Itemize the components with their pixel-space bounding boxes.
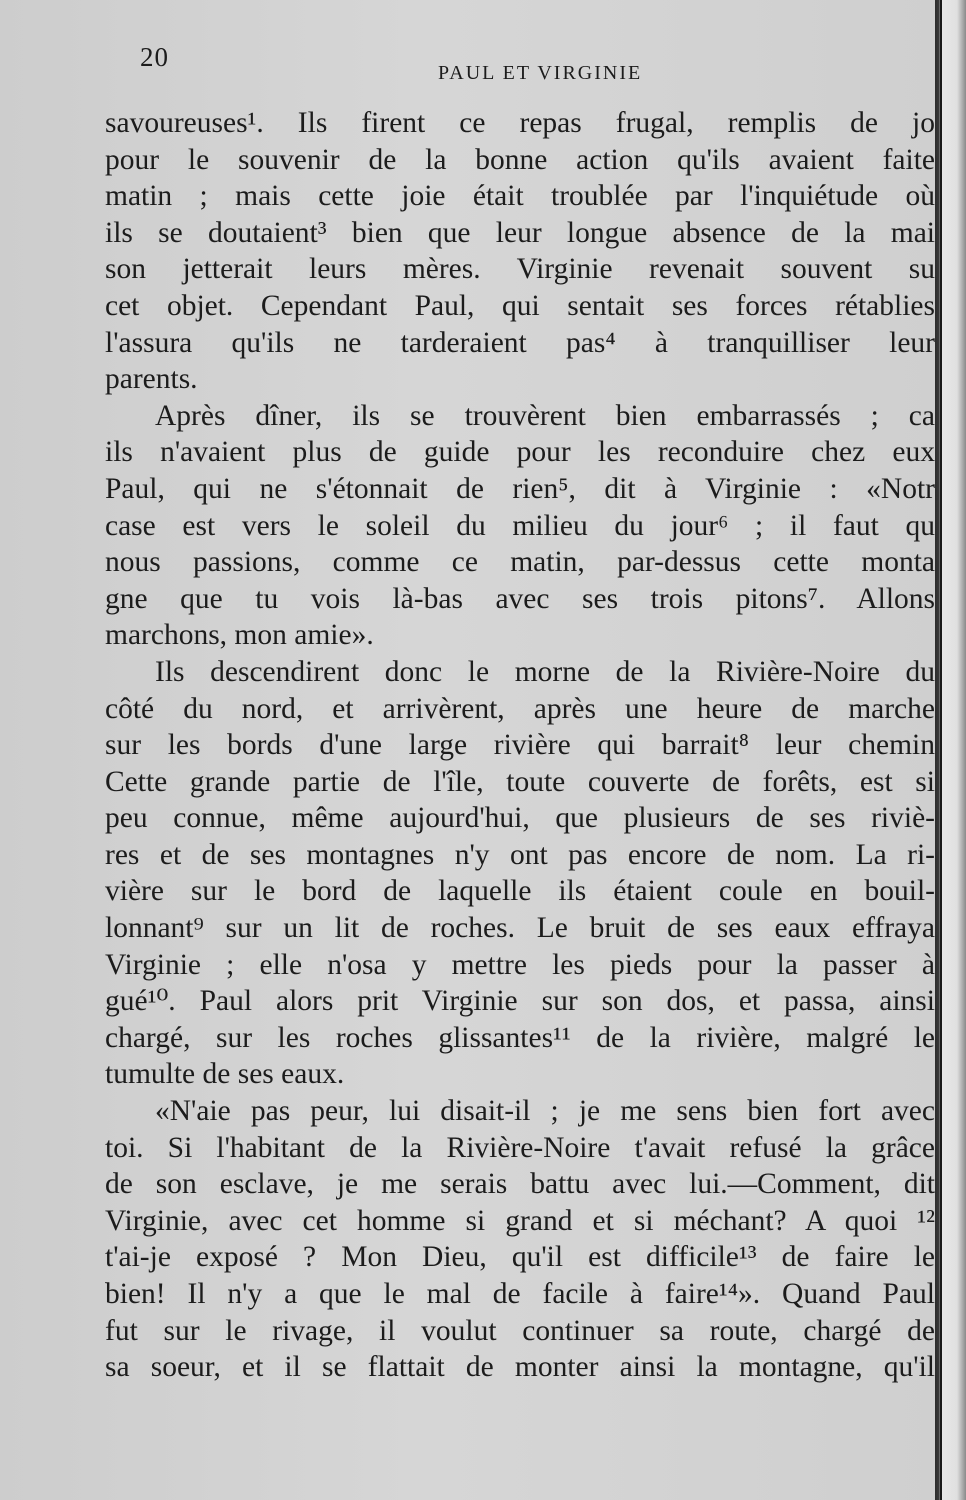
text-line: gué¹⁰. Paul alors prit Virginie sur son dos, et passa, ainsi <box>105 985 935 1018</box>
text-line: savoureuses¹. Ils firent ce repas frugal, remplis de jo <box>105 107 935 139</box>
text-line: vière sur le bord de laquelle ils étaient coule en bouil- <box>105 875 935 908</box>
paragraph <box>105 654 935 1093</box>
text-line: l'assura qu'ils ne tarderaient pas⁴ à tranquilliser leur <box>105 326 935 359</box>
text-line: tumulte de ses eaux. <box>105 1058 345 1091</box>
text-line: Paul, qui ne s'étonnait de rien⁵, dit à Virginie : «Notr <box>105 472 935 505</box>
body-text <box>105 105 935 1386</box>
text-line: ils n'avaient plus de guide pour les reconduire chez eux <box>105 436 935 469</box>
text-line: nous passions, comme ce matin, par-dessus cette monta <box>105 546 935 579</box>
text-line: sur les bords d'une large rivière qui barrait⁸ leur chemin <box>105 729 935 762</box>
text-line: Virginie ; elle n'osa y mettre les pieds pour la passer à <box>105 948 935 981</box>
text-line: ils se doutaient³ bien que leur longue absence de la mai <box>105 216 935 249</box>
text-line: t'ai-je exposé ? Mon Dieu, qu'il est difficile¹³ de faire le <box>105 1241 935 1274</box>
text-line: de son esclave, je me serais battu avec lui.—Comment, dit <box>105 1168 935 1201</box>
text-line: pour le souvenir de la bonne action qu'ils avaient faite <box>105 143 935 176</box>
text-line: matin ; mais cette joie était troublée par l'inquiétude où <box>105 180 935 213</box>
text-line: case est vers le soleil du milieu du jour⁶ ; il faut qu <box>105 509 935 542</box>
text-line: fut sur le rivage, il voulut continuer sa route, chargé de <box>105 1314 935 1347</box>
text-line: res et de ses montagnes n'y ont pas encore de nom. La ri- <box>105 838 935 871</box>
text-line: cet objet. Cependant Paul, qui sentait ses forces rétablies <box>105 289 935 322</box>
text-line: Cette grande partie de l'île, toute couverte de forêts, est si <box>105 765 935 798</box>
running-title: PAUL ET VIRGINIE <box>438 62 643 84</box>
paragraph <box>105 105 935 398</box>
page-number: 20 <box>140 42 169 72</box>
text-line: lonnant⁹ sur un lit de roches. Le bruit de ses eaux effraya <box>105 912 935 945</box>
paragraph <box>105 1093 935 1386</box>
text-line: gne que tu vois là-bas avec ses trois pitons⁷. Allons <box>105 582 935 615</box>
text-line: peu connue, même aujourd'hui, que plusieurs de ses riviè- <box>105 802 935 835</box>
text-line: Après dîner, ils se trouvèrent bien embarrassés ; ca <box>155 399 935 432</box>
text-line: Ils descendirent donc le morne de la Rivière-Noire du <box>155 655 935 688</box>
text-line: bien! Il n'y a que le mal de facile à faire¹⁴». Quand Paul <box>105 1278 935 1310</box>
text-line: chargé, sur les roches glissantes¹¹ de la rivière, malgré le <box>105 1021 935 1054</box>
text-line: Virginie, avec cet homme si grand et si méchant? A quoi ¹² <box>105 1204 935 1237</box>
text-line: marchons, mon amie». <box>105 619 374 652</box>
text-line: côté du nord, et arrivèrent, après une heure de marche <box>105 692 935 725</box>
text-line: son jetterait leurs mères. Virginie revenait souvent su <box>105 253 935 286</box>
text-line: parents. <box>105 363 198 396</box>
paragraph <box>105 398 935 654</box>
text-line: «N'aie pas peur, lui disait-il ; je me sens bien fort avec <box>155 1095 935 1128</box>
text-line: sa soeur, et il se flattait de monter ainsi la montagne, qu'il <box>105 1351 935 1384</box>
gutter-shadow-line <box>940 0 942 1500</box>
text-line: toi. Si l'habitant de la Rivière-Noire t'avait refusé la grâce <box>105 1131 935 1164</box>
